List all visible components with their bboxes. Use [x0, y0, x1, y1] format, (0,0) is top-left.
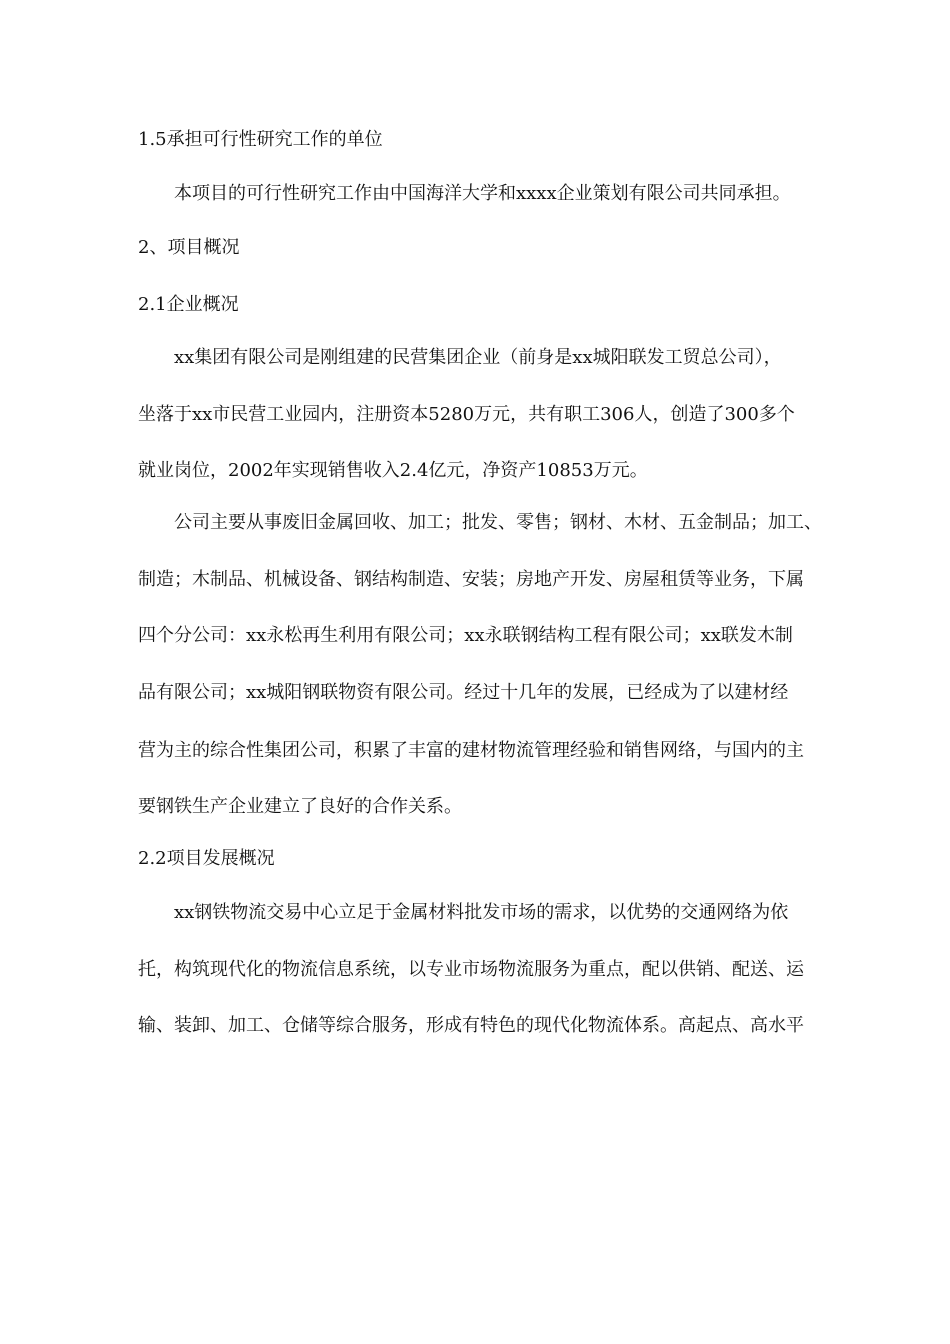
paragraph-line: 四个分公司：xx永松再生利用有限公司；xx永联钢结构工程有限公司；xx联发木制: [138, 625, 793, 646]
section-heading-2-1: 2.1企业概况: [138, 294, 239, 315]
section-heading-1-5: 1.5承担可行性研究工作的单位: [138, 129, 383, 150]
section-heading-2-2: 2.2项目发展概况: [138, 848, 275, 869]
paragraph-line: 输、装卸、加工、仓储等综合服务，形成有特色的现代化物流体系。高起点、高水平: [138, 1015, 804, 1036]
paragraph-line: 营为主的综合性集团公司，积累了丰富的建材物流管理经验和销售网络，与国内的主: [138, 740, 804, 761]
paragraph-line: xx集团有限公司是刚组建的民营集团企业（前身是xx城阳联发工贸总公司），: [174, 347, 782, 368]
paragraph-line: 就业岗位，2002年实现销售收入2.4亿元，净资产10853万元。: [138, 460, 648, 481]
paragraph-line: 本项目的可行性研究工作由中国海洋大学和xxxx企业策划有限公司共同承担。: [174, 183, 791, 204]
paragraph-line: 托，构筑现代化的物流信息系统，以专业市场物流服务为重点，配以供销、配送、运: [138, 959, 804, 980]
paragraph-line: 要钢铁生产企业建立了良好的合作关系。: [138, 796, 462, 817]
paragraph-line: 公司主要从事废旧金属回收、加工；批发、零售；钢材、木材、五金制品；加工、: [174, 512, 822, 533]
paragraph-line: 品有限公司；xx城阳钢联物资有限公司。经过十几年的发展，已经成为了以建材经: [138, 682, 789, 703]
section-heading-2: 2、项目概况: [138, 237, 240, 258]
paragraph-line: 坐落于xx市民营工业园内，注册资本5280万元，共有职工306人，创造了300多个: [138, 404, 795, 425]
paragraph-line: xx钢铁物流交易中心立足于金属材料批发市场的需求，以优势的交通网络为依: [174, 902, 789, 923]
paragraph-line: 制造；木制品、机械设备、钢结构制造、安装；房地产开发、房屋租赁等业务，下属: [138, 569, 804, 590]
